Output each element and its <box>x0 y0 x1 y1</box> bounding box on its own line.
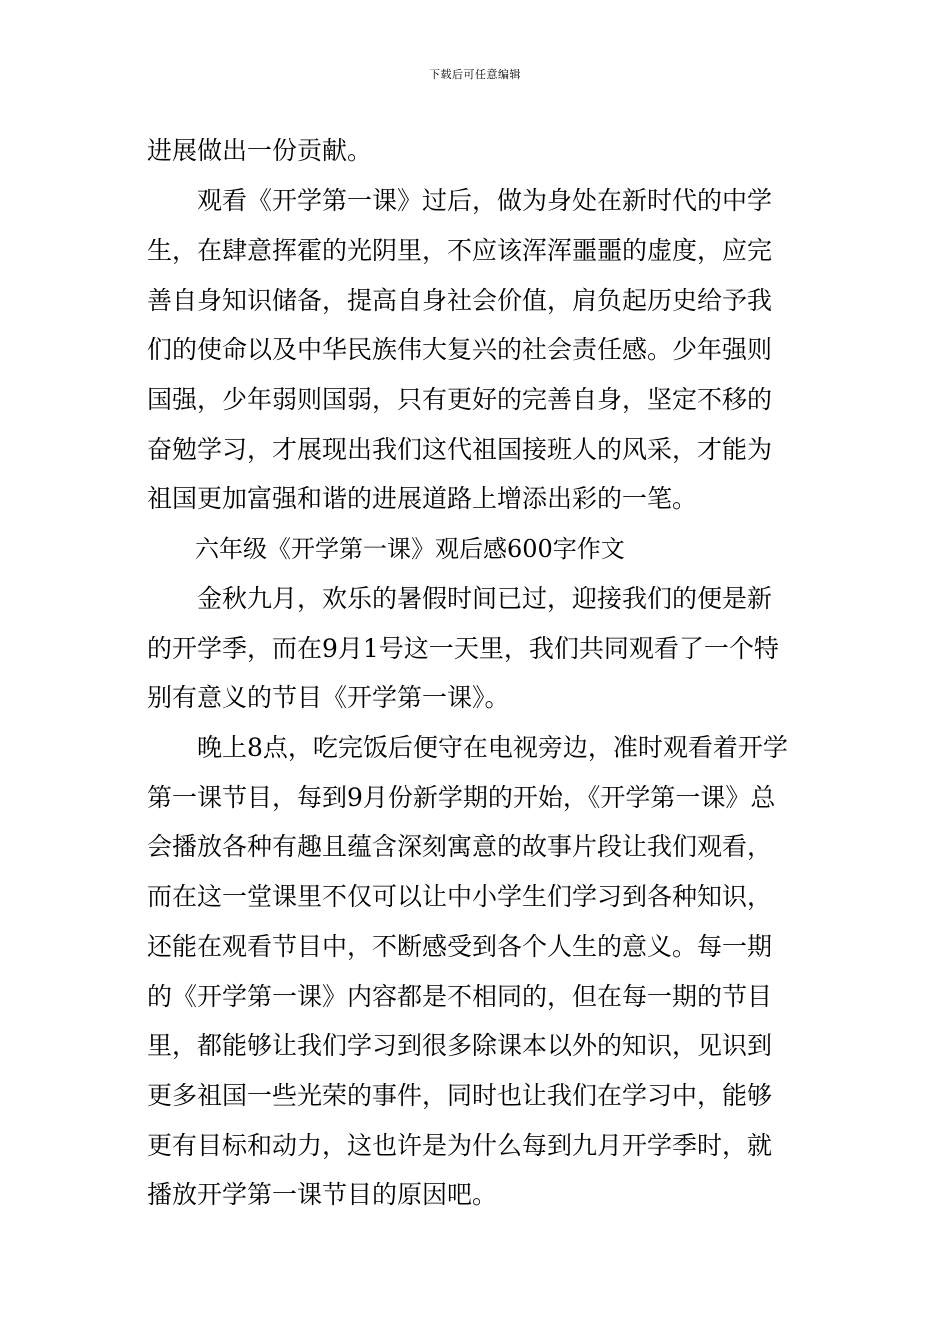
text-line: 别有意义的节目《开学第一课》。 <box>147 683 510 712</box>
text-line: 国强，少年弱则国弱，只有更好的完善自身，坚定不移的 <box>147 385 773 414</box>
text-line: 金秋九月，欢乐的暑假时间已过，迎接我们的便是新 <box>147 584 773 613</box>
text-line: 播放开学第一课节目的原因吧。 <box>147 1180 498 1209</box>
text-line: 会播放各种有趣且蕴含深刻寓意的故事片段让我们观看， <box>147 832 773 861</box>
text-line: 更有目标和动力，这也许是为什么每到九月开学季时，就 <box>147 1131 773 1160</box>
text-line: 奋勉学习，才展现出我们这代祖国接班人的风采，才能为 <box>147 435 773 464</box>
header-note: 下载后可任意编辑 <box>429 68 521 81</box>
section-heading: 六年级《开学第一课》观后感600字作文 <box>147 535 625 563</box>
text-line: 第一课节目，每到9月份新学期的开始，《开学第一课》总 <box>147 783 776 812</box>
text-line: 观看《开学第一课》过后，做为身处在新时代的中学 <box>147 186 773 215</box>
text-line: 进展做出一份贡献。 <box>147 136 373 165</box>
text-line: 善自身知识储备，提高自身社会价值，肩负起历史给予我 <box>147 286 773 315</box>
text-line: 更多祖国一些光荣的事件，同时也让我们在学习中，能够 <box>147 1081 773 1110</box>
text-line: 晚上8点，吃完饭后便守在电视旁边，准时观看着开学 <box>147 733 788 762</box>
text-line: 的《开学第一课》内容都是不相同的，但在每一期的节目 <box>147 982 773 1011</box>
text-line: 们的使命以及中华民族伟大复兴的社会责任感。少年强则 <box>147 335 773 364</box>
text-line: 生，在肆意挥霍的光阴里，不应该浑浑噩噩的虚度，应完 <box>147 236 773 265</box>
text-line: 里，都能够让我们学习到很多除课本以外的知识，见识到 <box>147 1031 773 1060</box>
text-line: 的开学季，而在9月1号这一天里，我们共同观看了一个特 <box>147 634 779 663</box>
text-line: 而在这一堂课里不仅可以让中小学生们学习到各种知识， <box>147 882 773 911</box>
text-line: 祖国更加富强和谐的进展道路上增添出彩的一笔。 <box>147 484 698 513</box>
text-line: 还能在观看节目中，不断感受到各个人生的意义。每一期 <box>147 932 773 961</box>
